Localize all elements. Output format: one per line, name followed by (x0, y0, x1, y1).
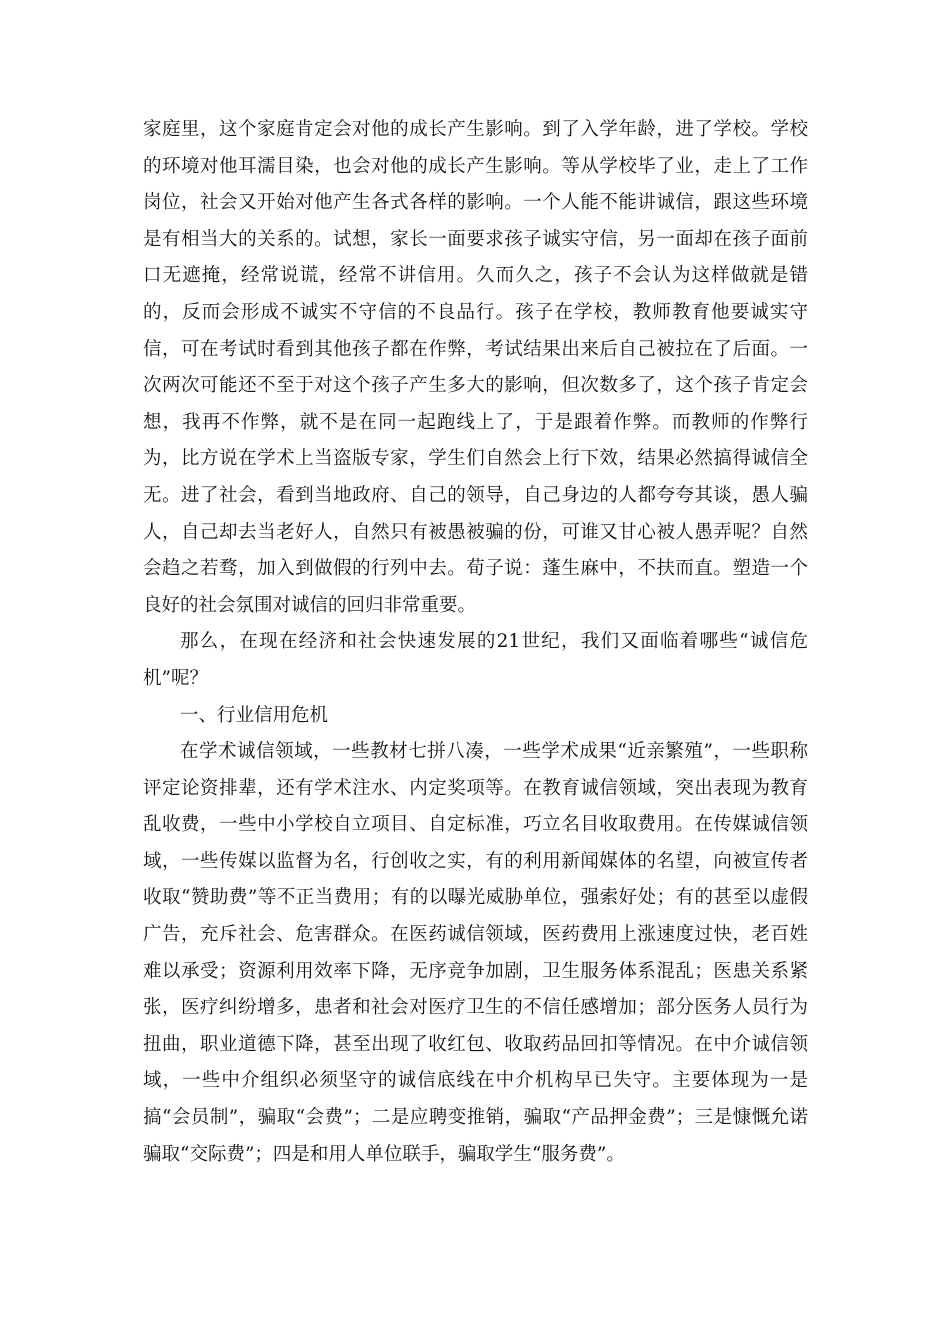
document-page (143, 112, 808, 1173)
paragraph-continuation: 家庭里，这个家庭肯定会对他的成长产生影响。到了入学年龄，进了学校。学校的环境对他耳濡目染，也会对他的成长产生影响。等从学校毕了业，走上了工作岗位，社会又开始对他产生各式各样的影响。一个人能不能讲诚信，跟这些环境是有相当大的关系的。试想，家长一面要求孩子诚实守信，另一面却在孩子面前口无遮掩，经常说谎，经常不讲信用。久而久之，孩子不会认为这样做就是错的，反而会形成不诚实不守信的不良品行。孩子在学校，教师教育他要诚实守信，可在考试时看到其他孩子都在作弊，考试结果出来后自己被拉在了后面。一次两次可能还不至于对这个孩子产生多大的影响，但次数多了，这个孩子肯定会想，我再不作弊，就不是在同一起跑线上了，于是跟着作弊。而教师的作弊行为，比方说在学术上当盗版专家，学生们自然会上行下效，结果必然搞得诚信全无。进了社会，看到当地政府、自己的领导，自己身边的人都夸夸其谈，愚人骗人，自己却去当老好人，自然只有被愚被骗的份，可谁又甘心被人愚弄呢？自然会趋之若骛，加入到做假的行列中去。荀子说：蓬生麻中，不扶而直。塑造一个良好的社会氛围对诚信的回归非常重要。 (143, 119, 808, 616)
section-heading: 一、行业信用危机 (180, 704, 329, 726)
paragraph-industry-credit: 在学术诚信领域，一些教材七拼八凑，一些学术成果“近亲繁殖”，一些职称评定论资排辈，还有学术注水、内定奖项等。在教育诚信领域，突出表现为教育乱收费，一些中小学校自立项目、自定标准，巧立名目收取费用。在传媒诚信领域，一些传媒以监督为名，行创收之实，有的利用新闻媒体的名望，向被宣传者收取“赞助费”等不正当费用；有的以曝光威胁单位，强索好处；有的甚至以虚假广告，充斥社会、危害群众。在医药诚信领域，医药费用上涨速度过快，老百姓难以承受；资源利用效率下降，无序竞争加剧，卫生服务体系混乱；医患关系紧张，医疗纠纷增多，患者和社会对医疗卫生的不信任感增加；部分医务人员行为扭曲，职业道德下降，甚至出现了收红包、收取药品回扣等情况。在中介诚信领域，一些中介组织必须坚守的诚信底线在中介机构早已失守。主要体现为一是搞“会员制”，骗取“会费”；二是应聘变推销，骗取“产品押金费”；三是慷慨允诺骗取“交际费”；四是和用人单位联手，骗取学生“服务费”。 (143, 741, 808, 1165)
paragraph-question: 那么，在现在经济和社会快速发展的21世纪，我们又面临着哪些“诚信危机”呢？ (143, 631, 808, 689)
